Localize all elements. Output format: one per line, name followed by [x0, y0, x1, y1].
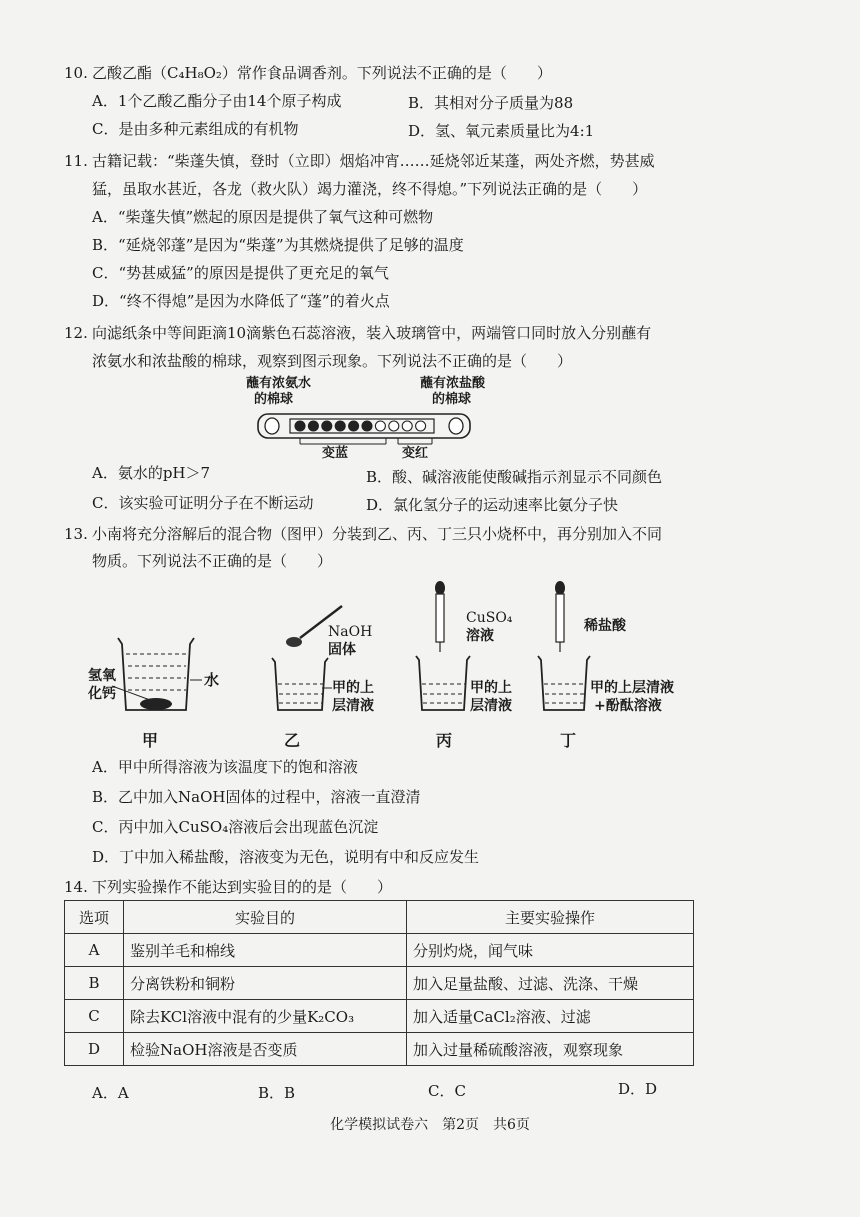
water-label: 水 — [204, 671, 220, 689]
dropper-tube — [436, 594, 444, 642]
row-option: B — [65, 967, 124, 1000]
hcl-label-1: 蘸有浓盐酸 — [420, 376, 486, 391]
turns-blue-label: 变蓝 — [322, 446, 349, 461]
header-option: 选项 — [65, 901, 124, 934]
q11-option-d: D．“终不得熄”是因为水降低了“蓬”的着火点 — [92, 292, 390, 310]
cotton-ball-ammonia — [265, 418, 279, 434]
q13-option-a: A．甲中所得溶液为该温度下的饱和溶液 — [92, 758, 358, 776]
row-purpose: 鉴别羊毛和棉线 — [124, 934, 407, 967]
caption-jia: 甲 — [142, 731, 159, 750]
q11-option-a: A．“柴蓬失慎”燃起的原因是提供了氧气这种可燃物 — [92, 208, 434, 226]
bing-liquid-label-1: 甲的上 — [470, 680, 512, 696]
q11-option-b: B．“延烧邻蓬”是因为“柴蓬”为其燃烧提供了足够的温度 — [92, 236, 464, 254]
row-purpose: 分离铁粉和铜粉 — [124, 967, 407, 1000]
table-row — [65, 1033, 694, 1066]
row-operation: 分别灼烧，闻气味 — [407, 934, 694, 967]
q11-option-c: C．“势甚威猛”的原因是提供了更充足的氧气 — [92, 264, 389, 282]
glass-tube-diagram — [256, 408, 476, 448]
hcl-label-2: 的棉球 — [432, 392, 472, 407]
question-12-stem-cont: 浓氨水和浓盐酸的棉球，观察到图示现象。下列说法不正确的是（ ） — [92, 352, 573, 370]
question-number: 13. — [64, 525, 88, 543]
q10-option-a: A．1个乙酸乙酯分子由14个原子构成 — [92, 92, 342, 110]
naoh-label-1: NaOH — [328, 624, 373, 640]
q14-answer-d: D．D — [618, 1080, 658, 1098]
q12-option-c: C．该实验可证明分子在不断运动 — [92, 494, 314, 512]
question-12-stem — [64, 322, 651, 344]
question-14-stem — [64, 876, 392, 898]
row-purpose: 检验NaOH溶液是否变质 — [124, 1033, 407, 1066]
yi-liquid-label-2: 层清液 — [332, 698, 374, 714]
stem-text: 下列实验操作不能达到实验目的的是（ ） — [92, 878, 393, 896]
experiment-table — [64, 900, 694, 1066]
table-header-row — [65, 901, 694, 934]
question-number: 11. — [64, 152, 88, 170]
caption-yi: 乙 — [284, 731, 301, 750]
q14-answer-b: B．B — [258, 1084, 296, 1102]
ding-liquid-label-1: 甲的上层清液 — [590, 680, 674, 696]
q14-answer-c: C．C — [428, 1082, 466, 1100]
spoon-bowl — [286, 637, 302, 647]
beaker-ding — [536, 580, 598, 714]
stem-text: 古籍记载：“柴蓬失慎，登时（立即）烟焰冲宵……延烧邻近某蓬，两处齐燃，势甚威 — [92, 152, 655, 170]
question-13-stem — [64, 523, 662, 545]
table-row — [65, 1000, 694, 1033]
table-row — [65, 967, 694, 1000]
row-option: C — [65, 1000, 124, 1033]
stem-text: 向滤纸条中等间距滴10滴紫色石蕊溶液，装入玻璃管中，两端管口同时放入分别蘸有 — [92, 324, 652, 342]
question-11-stem-cont: 猛，虽取水甚近，各龙（救火队）竭力灌浇，终不得熄。”下列说法正确的是（ ） — [92, 180, 648, 198]
dot-red — [416, 421, 426, 431]
dot-blue — [349, 421, 359, 431]
ding-liquid-label-2: +酚酞溶液 — [594, 698, 662, 714]
ammonia-label-1: 蘸有浓氨水 — [246, 376, 312, 391]
header-purpose: 实验目的 — [124, 901, 407, 934]
table-row — [65, 934, 694, 967]
stem-text: 小南将充分溶解后的混合物（图甲）分装到乙、丙、丁三只小烧杯中，再分别加入不同 — [92, 525, 663, 543]
row-operation: 加入足量盐酸、过滤、洗涤、干燥 — [407, 967, 694, 1000]
row-operation: 加入过量稀硫酸溶液，观察现象 — [407, 1033, 694, 1066]
beaker-jia — [116, 636, 196, 714]
page-footer: 化学模拟试卷六 第2页 共6页 — [330, 1117, 530, 1133]
header-operation: 主要实验操作 — [407, 901, 694, 934]
indicator-dots — [295, 421, 426, 431]
question-number: 14. — [64, 878, 88, 896]
caption-bing: 丙 — [436, 731, 453, 750]
question-number: 12. — [64, 324, 88, 342]
precipitate — [140, 698, 172, 710]
yi-liquid-label-1: 甲的上 — [332, 680, 374, 696]
dot-blue — [362, 421, 372, 431]
q13-option-d: D．丁中加入稀盐酸，溶液变为无色，说明有中和反应发生 — [92, 848, 480, 866]
q10-option-c: C．是由多种元素组成的有机物 — [92, 120, 299, 138]
dot-red — [375, 421, 385, 431]
dot-red — [402, 421, 412, 431]
dot-blue — [295, 421, 305, 431]
q10-option-d: D．氢、氧元素质量比为4:1 — [408, 122, 595, 140]
cuso4-label-1: CuSO₄ — [466, 610, 513, 626]
q12-option-a: A．氨水的pH＞7 — [92, 464, 211, 482]
question-13-stem-cont: 物质。下列说法不正确的是（ ） — [92, 552, 333, 570]
question-number: 10. — [64, 64, 88, 82]
dot-red — [389, 421, 399, 431]
q12-option-d: D．氯化氢分子的运动速率比氨分子快 — [366, 496, 619, 514]
calcium-hydroxide-label-2: 化钙 — [88, 686, 116, 702]
row-option: A — [65, 934, 124, 967]
bing-liquid-label-2: 层清液 — [470, 698, 512, 714]
row-purpose: 除去KCl溶液中混有的少量K₂CO₃ — [124, 1000, 407, 1033]
dot-blue — [335, 421, 345, 431]
cuso4-label-2: 溶液 — [466, 628, 494, 644]
row-option: D — [65, 1033, 124, 1066]
dropper-bulb — [435, 581, 445, 595]
turns-red-label: 变红 — [402, 446, 429, 461]
dropper-bulb — [555, 581, 565, 595]
dot-blue — [322, 421, 332, 431]
question-11-stem — [64, 150, 655, 172]
question-10-stem — [64, 62, 552, 84]
q10-option-b: B．其相对分子质量为88 — [408, 94, 574, 112]
ammonia-label-2: 的棉球 — [254, 392, 294, 407]
stem-text: 乙酸乙酯（C₄H₈O₂）常作食品调香剂。下列说法不正确的是（ ） — [92, 64, 552, 82]
q13-option-c: C．丙中加入CuSO₄溶液后会出现蓝色沉淀 — [92, 818, 379, 836]
caption-ding: 丁 — [560, 731, 577, 750]
beaker-bing — [414, 580, 476, 714]
naoh-label-2: 固体 — [328, 642, 356, 658]
row-operation: 加入适量CaCl₂溶液、过滤 — [407, 1000, 694, 1033]
dilute-hcl-label: 稀盐酸 — [584, 618, 626, 634]
dropper-tube — [556, 594, 564, 642]
q13-option-b: B．乙中加入NaOH固体的过程中，溶液一直澄清 — [92, 788, 421, 806]
q12-option-b: B．酸、碱溶液能使酸碱指示剂显示不同颜色 — [366, 468, 663, 486]
cotton-ball-hcl — [449, 418, 463, 434]
calcium-hydroxide-label-1: 氢氧 — [88, 668, 116, 684]
q14-answer-a: A．A — [92, 1084, 129, 1102]
dot-blue — [308, 421, 318, 431]
